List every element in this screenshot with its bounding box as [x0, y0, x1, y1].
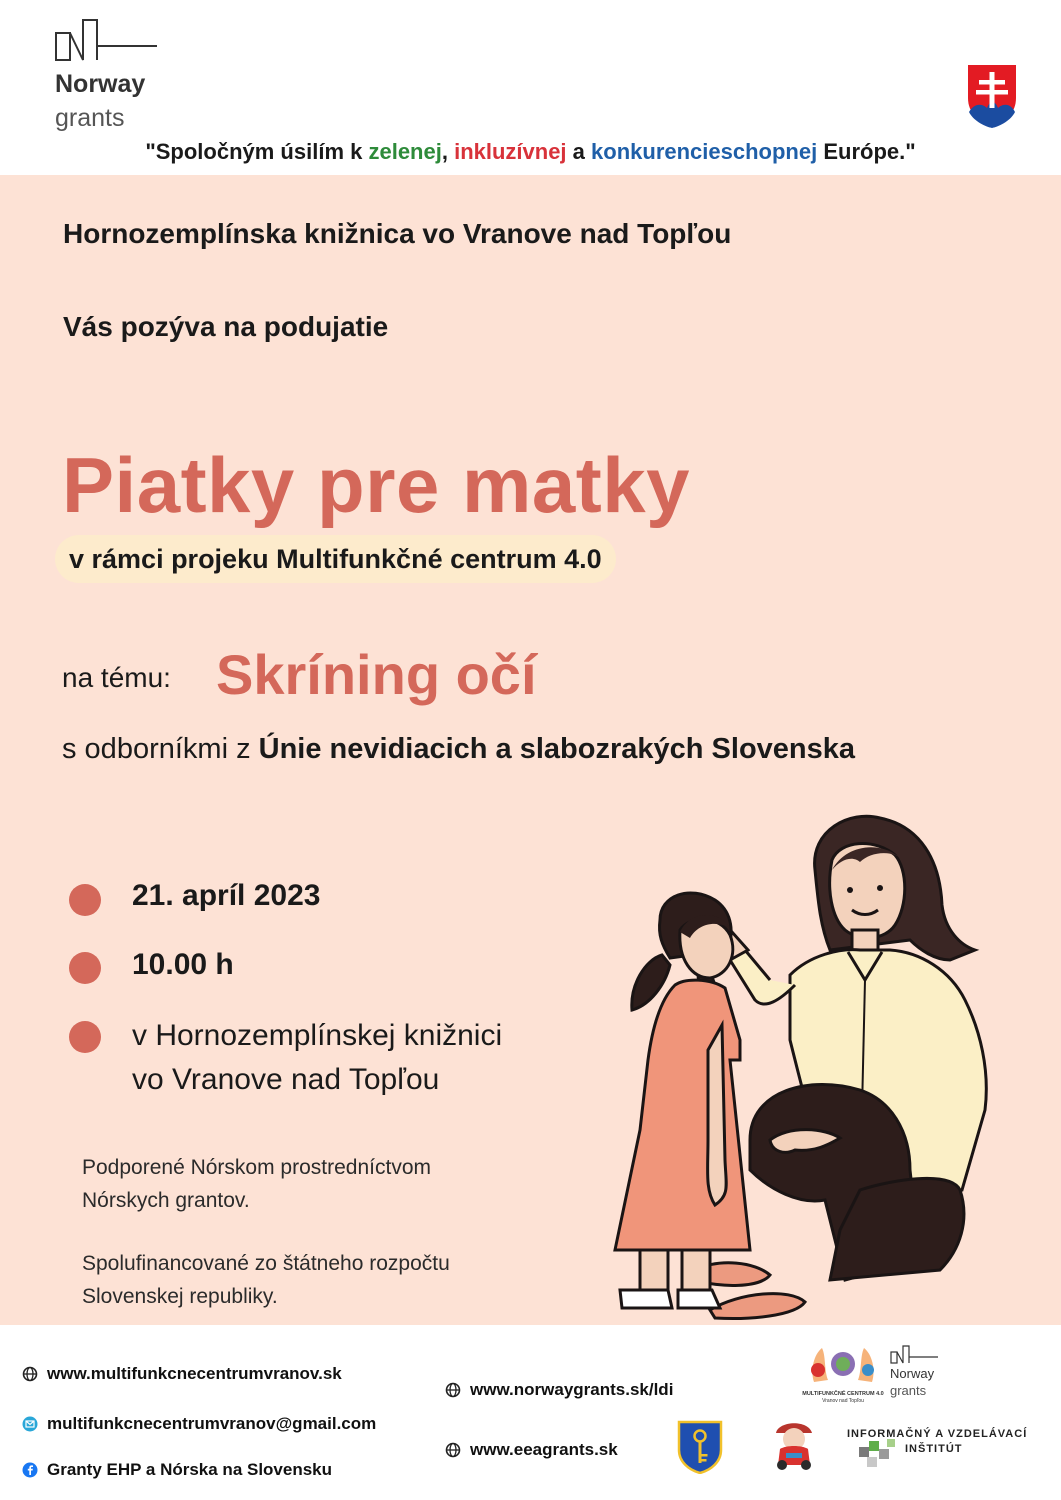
bullet-dot-icon [69, 884, 101, 916]
support-line1: Podporené Nórskom prostredníctvom [82, 1156, 431, 1179]
ng-small-grants: grants [890, 1383, 927, 1398]
logo-norway-text: Norway [55, 70, 146, 98]
footer-eea-site-row[interactable] [445, 1440, 618, 1460]
event-time: 10.00 h [132, 948, 234, 981]
invite-text: Vás pozýva na podujatie [63, 311, 389, 342]
event-place-line2: vo Vranove nad Topľou [132, 1063, 440, 1096]
logo-grants-text: grants [55, 104, 125, 132]
experts-org: Únie nevidiacich a slabozrakých Slovenska [258, 733, 856, 765]
facebook-icon [22, 1462, 38, 1478]
footer-facebook-row[interactable] [22, 1460, 332, 1480]
experts-prefix: s odborníkmi z [62, 733, 259, 765]
child-logo-icon [768, 1415, 818, 1471]
slogan-comma: , [441, 139, 455, 164]
support-line2: Nórskych grantov. [82, 1189, 250, 1212]
norway-grants-logo-icon [55, 18, 159, 62]
globe-icon [445, 1442, 461, 1458]
footer-email-row[interactable] [22, 1414, 376, 1434]
footer-norway-site-link[interactable]: www.norwaygrants.sk/ldi [470, 1380, 674, 1399]
footer-eea-site-link[interactable]: www.eeagrants.sk [470, 1440, 618, 1459]
footer-facebook-link[interactable]: Granty EHP a Nórska na Slovensku [47, 1460, 333, 1479]
vranov-coat-of-arms-icon [677, 1420, 723, 1474]
slogan-end: Európe." [817, 139, 916, 164]
slovak-coat-of-arms-icon [965, 62, 1019, 130]
slogan [0, 139, 1061, 165]
event-place-line1: v Hornozemplínskej knižnici [132, 1019, 503, 1052]
mother-daughter-illustration [590, 810, 1010, 1322]
bullet-dot-icon [69, 952, 101, 984]
slogan-green: zelenej [368, 139, 442, 164]
globe-icon [22, 1366, 38, 1382]
bullet-dot-icon [69, 1021, 101, 1053]
multifunkcne-centrum-logo [802, 1340, 884, 1406]
footer-website-row[interactable] [22, 1364, 342, 1384]
event-date: 21. apríl 2023 [132, 879, 321, 912]
footer-norway-site-row[interactable] [445, 1380, 673, 1400]
mc-logo-text2: Vranov nad Topľou [822, 1398, 864, 1404]
ng-small-norway: Norway [890, 1366, 935, 1381]
globe-icon [445, 1382, 461, 1398]
slogan-a: a [566, 139, 592, 164]
topic-label: na tému: [62, 662, 171, 693]
cofinance-line1: Spolufinancované zo štátneho rozpočtu [82, 1252, 450, 1275]
mc-logo-text1: MULTIFUNKČNÉ CENTRUM 4.0 [802, 1391, 884, 1397]
topic: Skríning očí [216, 643, 537, 706]
slogan-red: inkluzívnej [454, 139, 567, 164]
footer-website-link[interactable]: www.multifunkcnecentrumvranov.sk [47, 1364, 342, 1383]
slogan-blue: konkurencieschopnej [591, 139, 818, 164]
subtitle-pill: v rámci projeku Multifunkčné centrum 4.0 [55, 535, 616, 583]
email-icon [22, 1416, 38, 1432]
organizer: Hornozemplínska knižnica vo Vranove nad Topľou [63, 218, 732, 249]
ivi-text-line1: INFORMAČNÝ A VZDELÁVACÍ [847, 1428, 1028, 1440]
event-title: Piatky pre matky [62, 441, 691, 529]
experts-line [62, 733, 855, 766]
ivi-text-line2: INŠTITÚT [905, 1443, 963, 1455]
norway-grants-small-logo-icon [890, 1345, 940, 1365]
cofinance-line2: Slovenskej republiky. [82, 1285, 278, 1308]
slogan-start: "Spoločným úsilím k [145, 139, 369, 164]
footer-email-link[interactable]: multifunkcnecentrumvranov@gmail.com [47, 1414, 377, 1433]
